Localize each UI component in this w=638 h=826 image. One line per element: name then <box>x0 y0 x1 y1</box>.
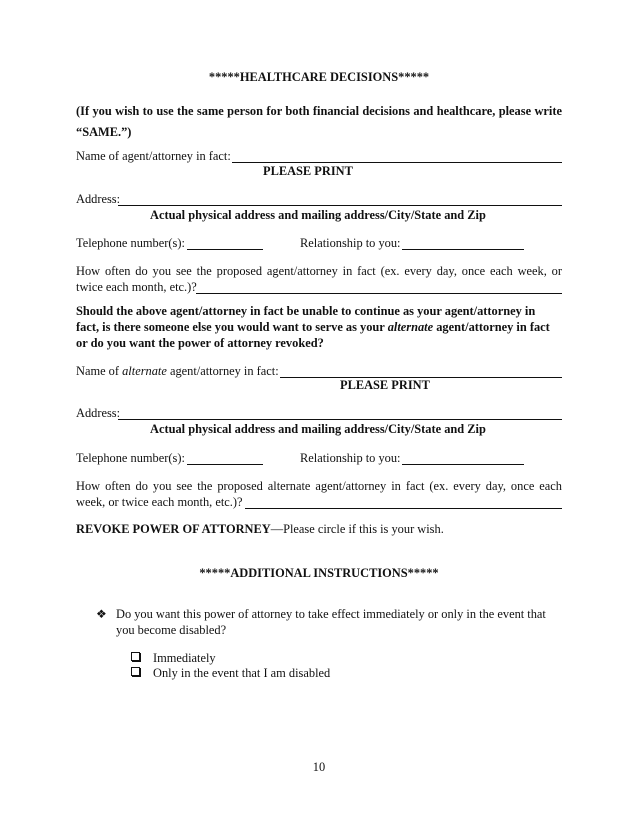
alternate-question-line-3: or do you want the power of attorney revoked? <box>76 336 324 350</box>
checkbox-icon[interactable] <box>131 652 140 661</box>
option-disabled[interactable]: Only in the event that I am disabled <box>131 666 330 681</box>
alternate-phone-label: Telephone number(s): <box>76 451 185 465</box>
alternate-frequency-line-2: week, or twice each month, etc.)? <box>76 495 243 509</box>
agent-frequency-line-1: How often do you see the proposed agent/attorney in fact (ex. every day, once each week, or <box>76 264 562 278</box>
revoke-line[interactable] <box>76 522 444 537</box>
page-number: 10 <box>312 760 326 774</box>
alternate-question-line-1: Should the above agent/attorney in fact be unable to continue as your agent/attorney in <box>76 304 536 318</box>
alternate-name-label: Name of alternate agent/attorney in fact: <box>76 364 279 378</box>
agent-name-field[interactable] <box>232 162 562 163</box>
alternate-phone-field[interactable] <box>187 464 263 465</box>
instruction-line-2: “SAME.”) <box>76 125 132 139</box>
revoke-label[interactable]: REVOKE POWER OF ATTORNEY <box>76 522 271 536</box>
alternate-relationship-field[interactable] <box>402 464 524 465</box>
agent-relationship-field[interactable] <box>402 249 524 250</box>
alternate-please-print: PLEASE PRINT <box>340 378 430 392</box>
alternate-address-label: Address: <box>76 406 121 420</box>
diamond-bullet-icon: ❖ <box>96 607 107 621</box>
checkbox-icon[interactable] <box>131 667 140 676</box>
alternate-relationship-label: Relationship to you: <box>300 451 401 465</box>
question-line-1: ❖ Do you want this power of attorney to take effect immediately or only in the event that <box>96 607 546 621</box>
alternate-emphasis: alternate <box>387 320 434 334</box>
agent-address-hint: Actual physical address and mailing address/City/State and Zip <box>150 208 486 222</box>
agent-address-field[interactable] <box>118 205 562 206</box>
alternate-question-line-2: fact, is there someone else you would want to serve as your alternate agent/attorney in fact <box>76 320 550 334</box>
agent-address-label: Address: <box>76 192 121 206</box>
section-title-additional: *****ADDITIONAL INSTRUCTIONS***** <box>199 566 439 580</box>
alternate-frequency-line-1: How often do you see the proposed alternate agent/attorney in fact (ex. every day, once each <box>76 479 562 493</box>
alternate-address-field[interactable] <box>118 419 562 420</box>
alternate-frequency-field[interactable] <box>245 508 562 509</box>
question-line-2: you become disabled? <box>116 623 227 637</box>
agent-frequency-field[interactable] <box>196 293 562 294</box>
agent-name-label: Name of agent/attorney in fact: <box>76 149 231 163</box>
agent-relationship-label: Relationship to you: <box>300 236 401 250</box>
section-title-healthcare: *****HEALTHCARE DECISIONS***** <box>208 70 430 84</box>
agent-phone-label: Telephone number(s): <box>76 236 185 250</box>
instruction-line-1: (If you wish to use the same person for both financial decisions and healthcare, please write <box>76 104 562 118</box>
alternate-address-hint: Actual physical address and mailing address/City/State and Zip <box>150 422 486 436</box>
agent-frequency-line-2: twice each month, etc.)? <box>76 280 197 294</box>
option-immediately[interactable]: Immediately <box>131 651 216 666</box>
revoke-instruction: —Please circle if this is your wish. <box>270 522 444 536</box>
agent-please-print: PLEASE PRINT <box>263 164 353 178</box>
agent-phone-field[interactable] <box>187 249 263 250</box>
